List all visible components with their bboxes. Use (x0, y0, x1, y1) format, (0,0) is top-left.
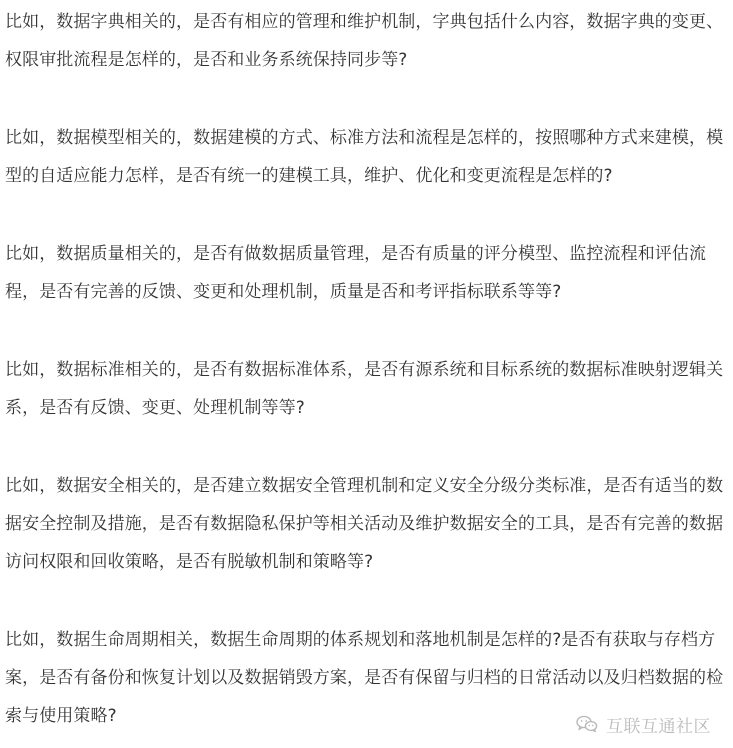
paragraph-data-standard: 比如，数据标准相关的，是否有数据标准体系，是否有源系统和目标系统的数据标准映射逻辑关系，是否有反馈、变更、处理机制等等? (5, 360, 724, 418)
paragraph-data-model: 比如，数据模型相关的，数据建模的方式、标准方法和流程是怎样的，按照哪种方式来建模，模型的自适应能力怎样，是否有统一的建模工具，维护、优化和变更流程是怎样的? (5, 128, 724, 186)
paragraph-data-dictionary: 比如，数据字典相关的，是否有相应的管理和维护机制，字典包括什么内容，数据字典的变更、权限审批流程是怎样的，是否和业务系统保持同步等? (5, 12, 724, 70)
paragraph-data-security: 比如，数据安全相关的，是否建立数据安全管理机制和定义安全分级分类标准，是否有适当的数据安全控制及措施，是否有数据隐私保护等相关活动及维护数据安全的工具，是否有完善的数据访问权限和回收策略，是否有脱敏机制和策略等? (5, 476, 724, 572)
paragraph-data-quality: 比如，数据质量相关的，是否有做数据质量管理，是否有质量的评分模型、监控流程和评估流程，是否有完善的反馈、变更和处理机制，质量是否和考评指标联系等等? (5, 244, 707, 302)
wechat-icon (576, 715, 598, 733)
watermark (576, 712, 711, 736)
watermark-text: 互联互通社区 (606, 716, 711, 737)
paragraph-data-lifecycle: 比如，数据生命周期相关，数据生命周期的体系规划和落地机制是怎样的?是否有获取与存档方案，是否有备份和恢复计划以及数据销毁方案，是否有保留与归档的日常活动以及归档数据的检索与使用策略? (5, 630, 724, 726)
